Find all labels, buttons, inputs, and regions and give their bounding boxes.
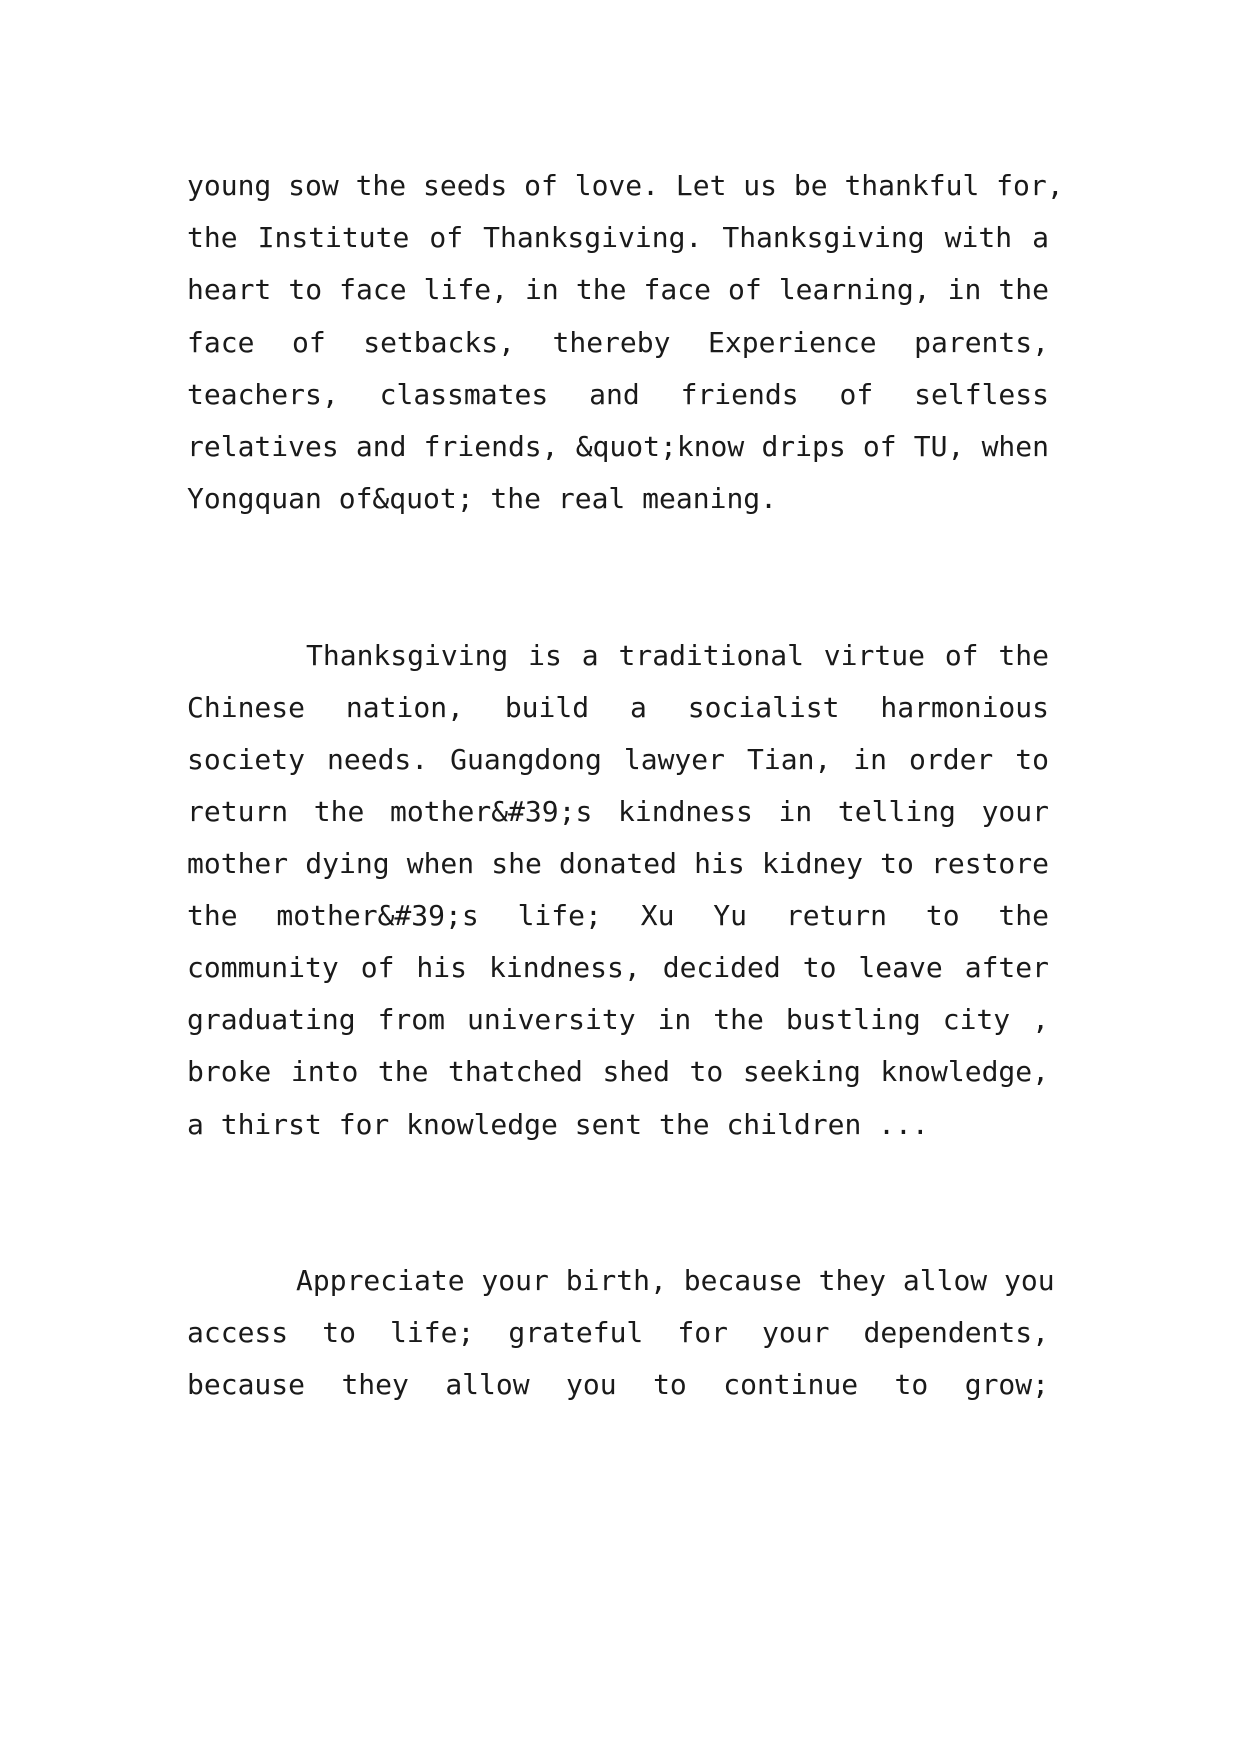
paragraph-line: return the mother&#39;s kindness in telling your <box>187 795 1049 828</box>
paragraph-line: Chinese nation, build a socialist harmonious <box>187 691 1049 724</box>
paragraph-line: teachers, classmates and friends of selfless <box>187 378 1049 411</box>
paragraph-line: community of his kindness, decided to leave after <box>187 951 1049 984</box>
paragraph-line: society needs. Guangdong lawyer Tian, in order to <box>187 743 1049 776</box>
paragraph-line: because they allow you to continue to grow; <box>187 1368 1049 1401</box>
paragraph-line: access to life; grateful for your dependents, <box>187 1316 1049 1349</box>
paragraph-line: young sow the seeds of love. Let us be thankful for, <box>187 169 1064 202</box>
paragraph-line: face of setbacks, thereby Experience parents, <box>187 326 1049 359</box>
paragraph-line: Appreciate your birth, because they allow you <box>296 1264 1055 1297</box>
paragraph-line: broke into the thatched shed to seeking knowledge, <box>187 1055 1049 1088</box>
paragraph-line: Yongquan of&quot; the real meaning. <box>187 482 778 515</box>
paragraph-line: the mother&#39;s life; Xu Yu return to the <box>187 899 1049 932</box>
paragraph-line: graduating from university in the bustling city , <box>187 1003 1049 1036</box>
paragraph-line: heart to face life, in the face of learning, in the <box>187 273 1049 306</box>
paragraph-line: Thanksgiving is a traditional virtue of the <box>306 639 1049 672</box>
paragraph-line: a thirst for knowledge sent the children ... <box>187 1108 929 1141</box>
paragraph-line: mother dying when she donated his kidney to restore <box>187 847 1049 880</box>
paragraph-line: relatives and friends, &quot;know drips of TU, when <box>187 430 1049 463</box>
paragraph-line: the Institute of Thanksgiving. Thanksgiving with a <box>187 221 1049 254</box>
